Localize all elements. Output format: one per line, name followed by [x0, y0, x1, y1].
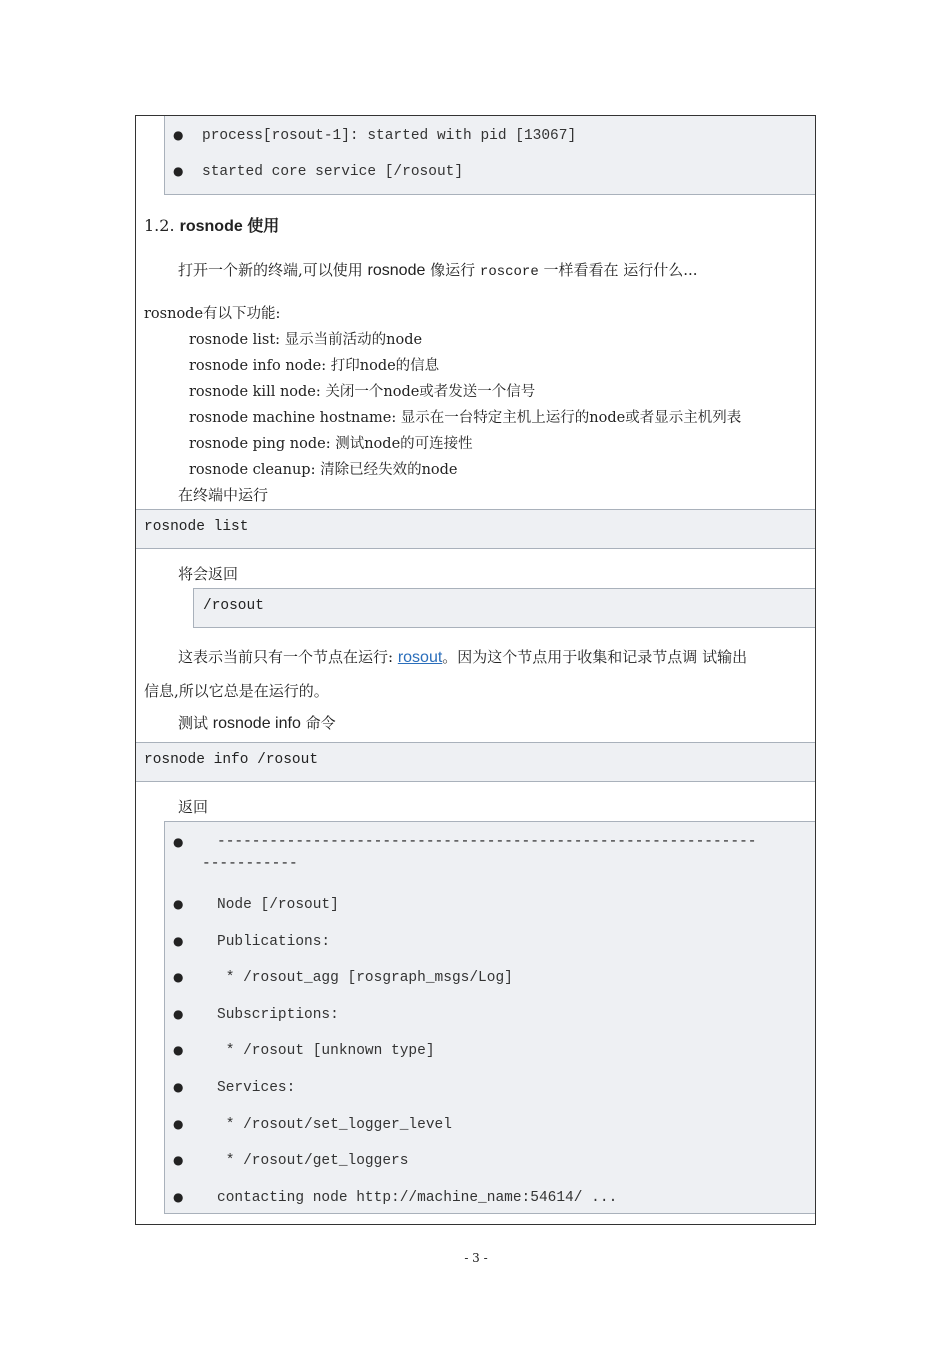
test-text: 测试 [178, 714, 213, 732]
list-item [165, 1153, 816, 1190]
list-item [165, 1117, 816, 1154]
list-item [165, 1043, 816, 1080]
output-line: * /rosout_agg [rosgraph_msgs/Log] [217, 970, 513, 987]
separator-line: -------------------------------------------------------------- [217, 834, 757, 850]
intro-paragraph [178, 259, 698, 280]
explanation-text: 。因为这个节点用于收集和记录节点调 试输出 [442, 648, 748, 666]
top-code-block [164, 116, 816, 195]
output-line: * /rosout [unknown type] [217, 1043, 435, 1060]
separator-line: ----------- [202, 856, 298, 872]
intro-command: rosnode [367, 262, 426, 279]
bullet-icon: ● [173, 1189, 184, 1204]
explanation-line1 [178, 646, 747, 667]
section-number: 1.2. [144, 216, 175, 235]
bullet-icon: ● [173, 897, 184, 911]
list-item [165, 1190, 816, 1225]
function-item: rosnode list: 显示当前活动的node [189, 332, 423, 348]
bullet-icon: ● [173, 1153, 184, 1168]
function-item: rosnode info node: 打印node的信息 [189, 358, 440, 374]
intro-text: 打开一个新的终端,可以使用 [178, 261, 368, 279]
output-line: Node [/rosout] [217, 897, 339, 913]
command-block-list [135, 509, 816, 549]
bullet-icon: ● [173, 970, 184, 985]
functions-heading: rosnode有以下功能: [144, 306, 281, 322]
output-line: Publications: [217, 933, 331, 950]
top-output-list [165, 128, 816, 200]
list-item [165, 897, 816, 934]
rosout-link[interactable]: rosout [397, 649, 443, 666]
output-line: Services: [217, 1079, 296, 1096]
list-item [165, 970, 816, 1007]
explanation-line2: 信息,所以它总是在运行的。 [144, 682, 329, 700]
list-output-block [193, 588, 816, 628]
function-item: rosnode cleanup: 清除已经失效的node [189, 462, 458, 478]
command-text: rosnode list [144, 519, 249, 535]
bullet-icon: ● [173, 835, 184, 849]
section-heading [144, 213, 279, 236]
intro-text: 像运行 [425, 261, 480, 279]
bullet-icon: ● [173, 933, 184, 948]
output-line: * /rosout/get_loggers [217, 1153, 409, 1170]
bullet-icon: ● [173, 1116, 184, 1131]
page-number: - 3 - [464, 1251, 488, 1265]
list-item [165, 1080, 816, 1117]
bullet-icon: ● [173, 1006, 184, 1021]
run-label: 在终端中运行 [178, 486, 269, 504]
command-block-info [135, 742, 816, 782]
output-line: started core service [/rosout] [202, 164, 464, 180]
bullet-icon: ● [173, 1043, 184, 1058]
explanation-text: 这表示当前只有一个节点在运行: [178, 648, 398, 666]
command-text: rosnode info /rosout [144, 752, 319, 768]
info-output-list [165, 897, 816, 1225]
returns-label-2: 返回 [178, 798, 209, 816]
test-text: 命令 [300, 714, 336, 732]
intro-command: roscore [479, 264, 539, 280]
page-frame [135, 115, 816, 1225]
output-line: Subscriptions: [217, 1006, 339, 1023]
list-item [165, 164, 816, 200]
list-item [165, 934, 816, 971]
test-label [178, 712, 336, 733]
list-item [165, 1007, 816, 1044]
section-title: rosnode 使用 [179, 218, 280, 235]
test-command: rosnode info [212, 715, 301, 732]
list-item [165, 128, 816, 164]
function-item: rosnode ping node: 测试node的可连接性 [189, 436, 473, 452]
output-line: process[rosout-1]: started with pid [13067] [202, 128, 577, 144]
intro-text: 一样看看在 运行什么... [538, 261, 698, 279]
bullet-icon: ● [173, 164, 184, 178]
bullet-icon: ● [173, 1079, 184, 1094]
output-line: * /rosout/set_logger_level [217, 1116, 452, 1133]
function-item: rosnode machine hostname: 显示在一台特定主机上运行的node或者显示主机列表 [189, 410, 742, 426]
returns-label: 将会返回 [178, 565, 239, 583]
info-output-block [164, 821, 816, 1214]
output-text: /rosout [203, 598, 264, 614]
output-line: contacting node http://machine_name:54614/ ... [217, 1189, 618, 1206]
bullet-icon: ● [173, 128, 184, 142]
function-item: rosnode kill node: 关闭一个node或者发送一个信号 [189, 384, 536, 400]
